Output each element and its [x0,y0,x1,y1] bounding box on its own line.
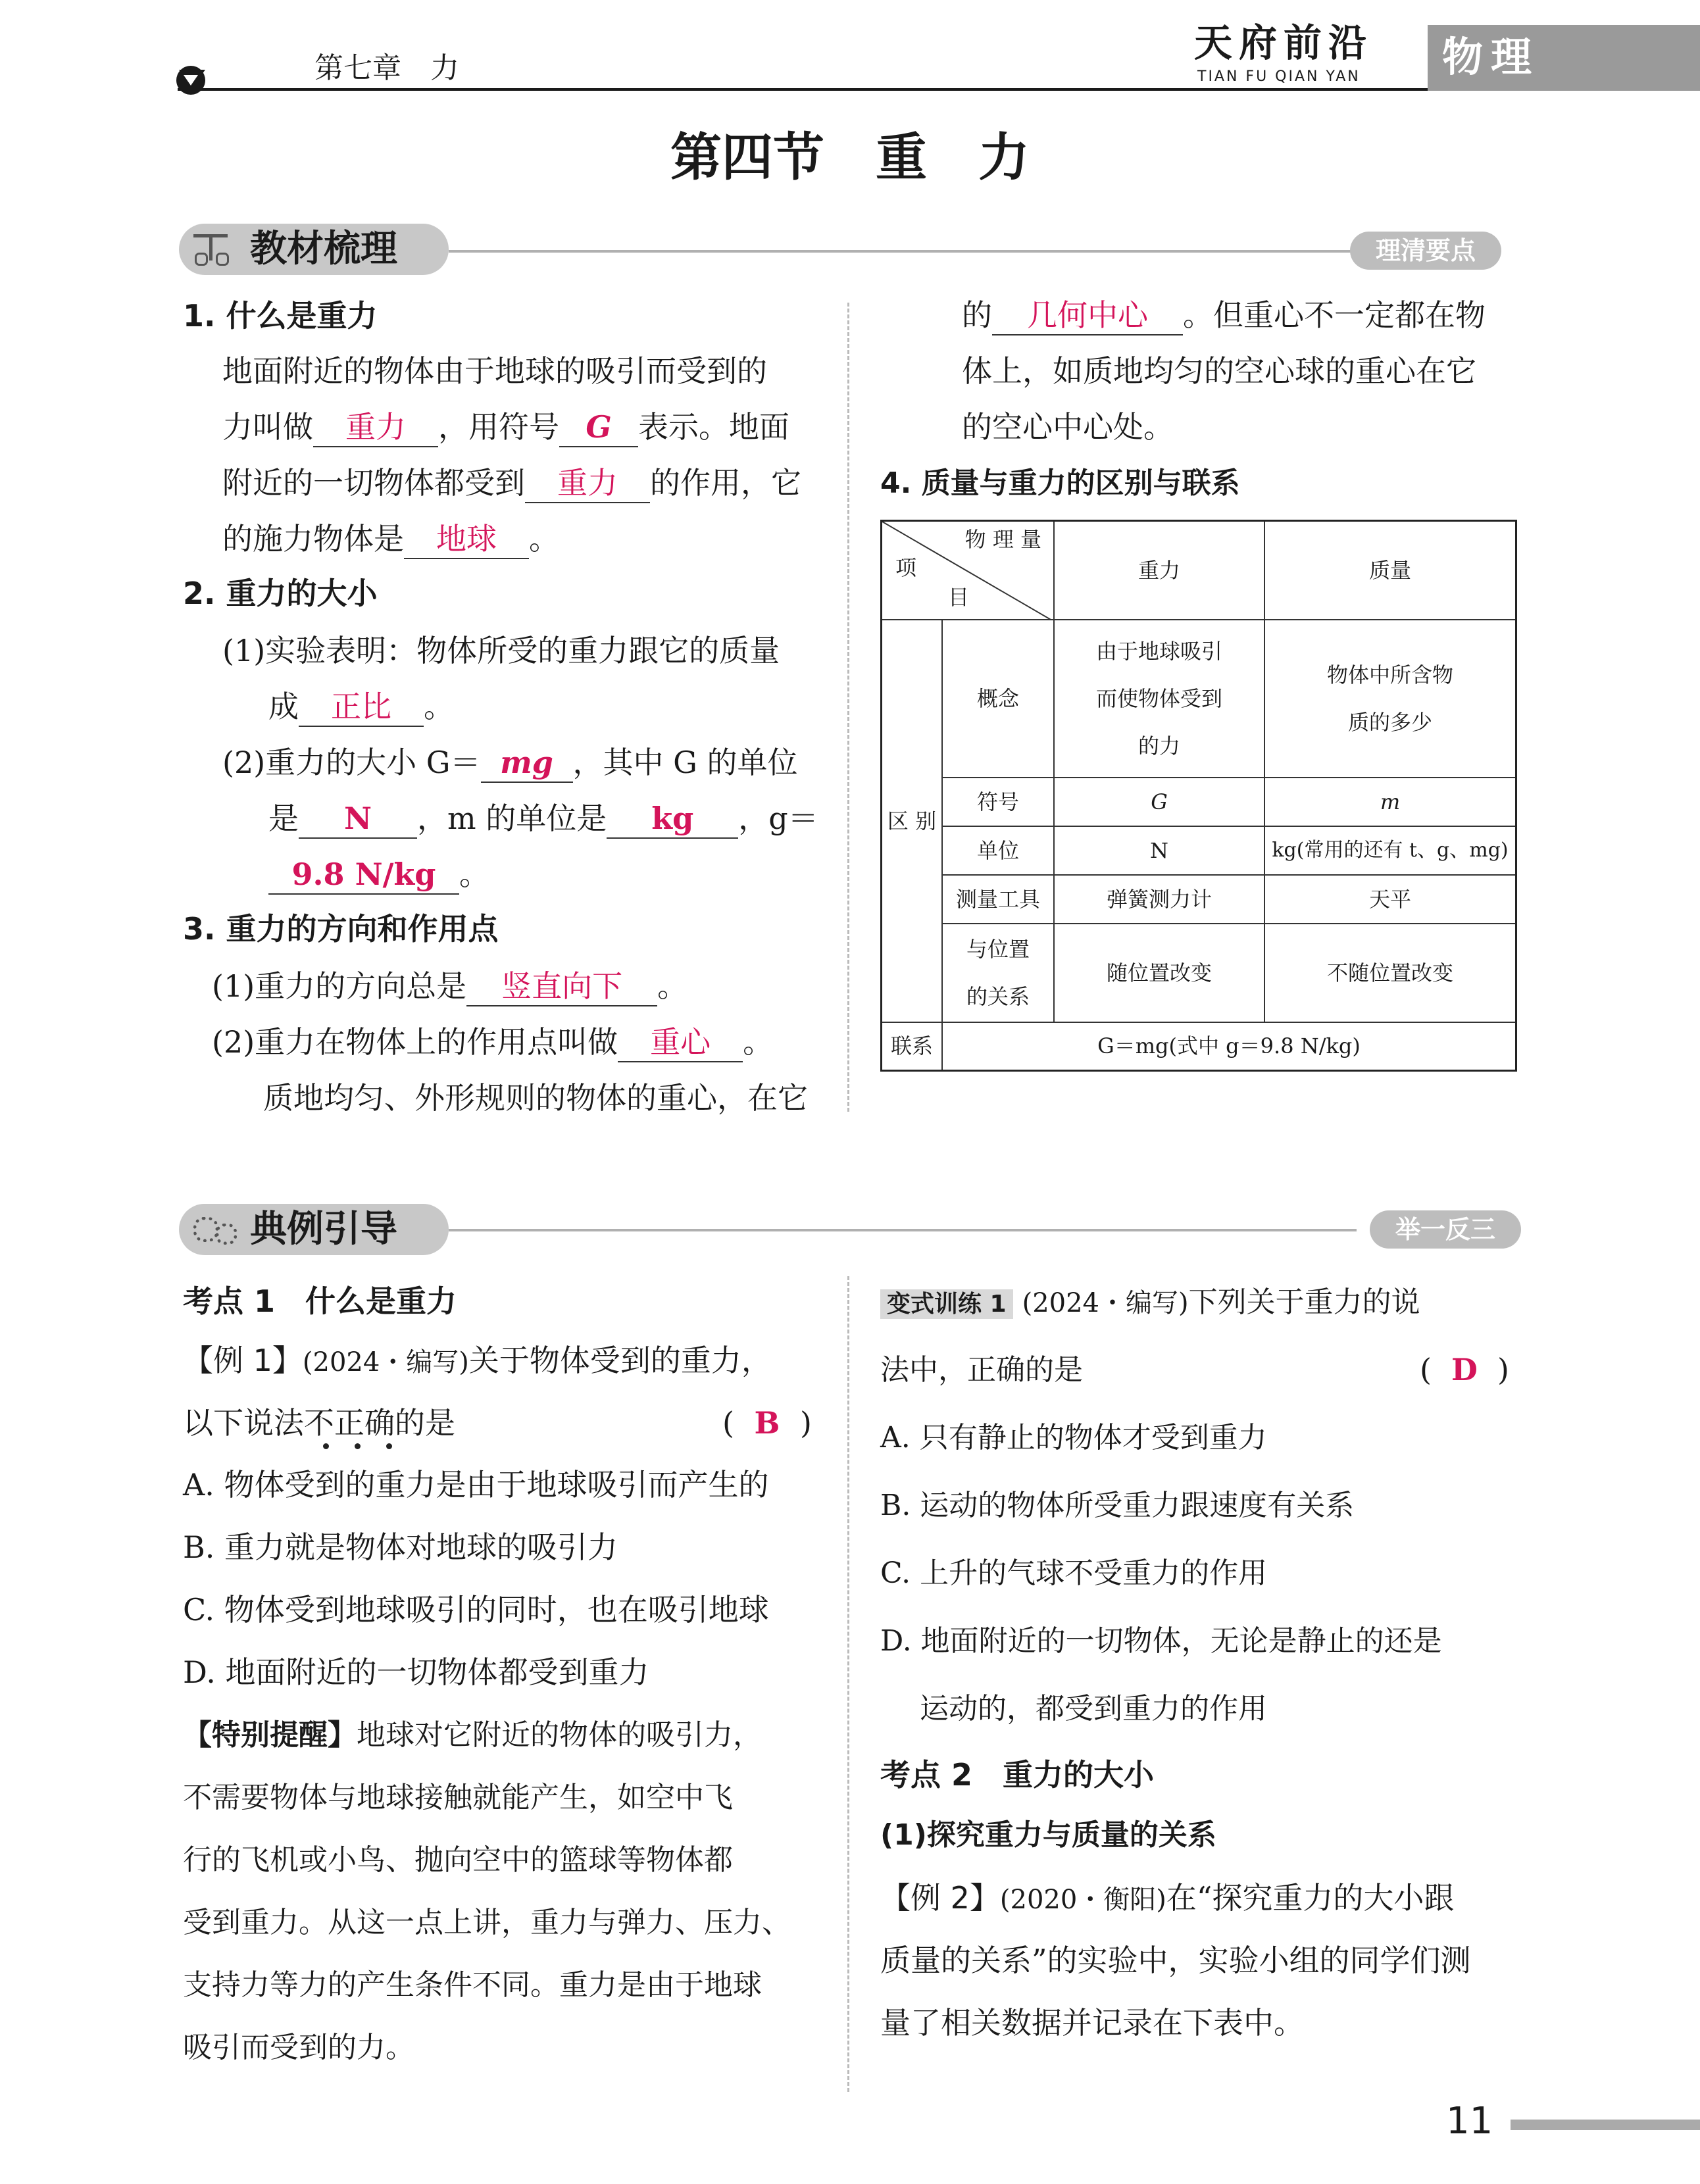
option: B. 运动的物体所受重力跟速度有关系 [880,1489,1355,1522]
answer-blank: 地球 [404,524,529,559]
kaodian-1: 考点 1 什么是重力 [183,1283,457,1319]
cell: 随位置改变 [1054,924,1264,1022]
option: D. 地面附近的一切物体，无论是静止的还是 [880,1624,1442,1658]
section-banner-2 [179,1204,449,1255]
page-number: 11 [1446,2100,1493,2143]
footer-bar [1511,2120,1700,2130]
s1-heading: 1. 什么是重力 [183,298,378,334]
option: A. 只有静止的物体才受到重力 [880,1421,1267,1454]
example-1-question: 【例 1】(2024・编写)关于物体受到的重力， [183,1343,772,1378]
brand-pinyin: TIAN FU QIAN YAN [1197,68,1361,85]
option: C. 物体受到地球吸引的同时，也在吸引地球 [183,1592,769,1627]
section-tag-2: 举一反三 [1370,1210,1521,1249]
variant-1-question: 变式训练 1 (2024・编写)下列关于重力的说 [880,1271,1420,1335]
variant-1-question-2: 法中，正确的是 [880,1353,1083,1387]
section-label: 教材梳理 [250,228,397,270]
answer-blank: 重力 [525,468,650,503]
corner-bottom1: 项 [895,555,917,580]
source: (2024・编写) [302,1347,469,1377]
gears-icon [193,1214,239,1245]
s1-line2: 力叫做 重力 ，用符号 G 表示。地面 [222,399,789,455]
answer-blank: 重力 [313,412,438,447]
table-corner [882,521,1055,620]
row-name: 符号 [942,778,1054,826]
option: B. 重力就是物体对地球的吸引力 [183,1529,618,1565]
option: D. 地面附近的一切物体都受到重力 [183,1654,649,1690]
answer-blank: N [299,803,417,839]
cell: 由于地球吸引而使物体受到的力 [1054,620,1264,778]
tip-line: 行的飞机或小鸟、抛向空中的篮球等物体都 [183,1843,733,1877]
section-banner-1 [179,224,449,275]
answer-blank: 几何中心 [992,300,1183,335]
option: 运动的，都受到重力的作用 [920,1692,1267,1725]
brand-name: 天府前沿 [1194,20,1374,65]
link-label: 联系 [882,1022,943,1071]
row-name: 单位 [942,826,1054,875]
section-rule-1 [449,250,1357,253]
mass-weight-table [880,520,1517,1072]
s1-line1: 地面附近的物体由于地球的吸引而受到的 [222,353,767,389]
group-label: 区 别 [882,620,943,1022]
answer-bracket-1: ( B ) [722,1395,812,1451]
column-divider-2 [847,1276,849,2092]
cell: 弹簧测力计 [1054,875,1264,924]
cell: 不随位置改变 [1264,924,1516,1022]
cell: 天平 [1264,875,1516,924]
answer-blank: 重心 [618,1027,743,1062]
tip-line: 支持力等力的产生条件不同。重力是由于地球 [183,1968,762,2002]
answer-blank: mg [481,747,573,783]
s2-heading: 2. 重力的大小 [183,576,378,611]
corner-bottom2: 目 [948,585,970,610]
section-label: 典例引导 [250,1208,397,1251]
tip-line: 吸引而受到的力。 [183,2031,414,2064]
col-header-mass: 质量 [1264,521,1516,620]
s1-line4: 的施力物体是 地球 。 [222,511,559,567]
subject-label: 物理 [1442,33,1540,81]
s2-line5: 9.8 N/kg 。 [268,847,489,903]
page-title: 第四节 重 力 [670,128,1030,187]
example-2-line2: 质量的关系”的实验中，实验小组的同学们测 [880,1943,1471,1978]
tip-line-1: 【特别提醒】地球对它附近的物体的吸引力， [183,1718,762,1752]
section-tag-1: 理清要点 [1350,232,1501,270]
cell: m [1264,778,1516,826]
answer-blank: 竖直向下 [466,971,657,1006]
answer-blank: kg [607,803,738,839]
s3-line2: (2)重力在物体上的作用点叫做 重心 。 [212,1014,773,1070]
s1-line3: 附近的一切物体都受到 重力 的作用，它 [222,455,801,511]
s3-heading: 3. 重力的方向和作用点 [183,911,499,947]
corner-top: 物 理 量 [964,527,1041,552]
section-rule-2 [449,1229,1357,1231]
kaodian-2: 考点 2 重力的大小 [880,1757,1155,1793]
kaodian-2-sub: (1)探究重力与质量的关系 [880,1818,1216,1852]
answer: B [754,1405,780,1441]
answer-blank: G [559,412,638,447]
s3-right-line2: 体上，如质地均匀的空心球的重心在它 [962,353,1476,389]
s2-line1: (1)实验表明：物体所受的重力跟它的质量 [222,633,780,668]
subject-box [1428,25,1700,91]
s2-line4: 是 N ，m 的单位是 kg ，g＝ [268,791,818,847]
s2-line2: 成 正比 。 [268,679,454,735]
s4-heading: 4. 质量与重力的区别与联系 [880,466,1240,500]
example-1-question-2: 以下说法不正确的是 [183,1405,455,1441]
tip-line: 受到重力。从这一点上讲，重力与弹力、压力、 [183,1906,791,1939]
header-rule [178,88,1428,91]
answer-blank: 正比 [299,691,424,727]
row-name: 概念 [942,620,1054,778]
option: A. 物体受到的重力是由于地球吸引而产生的 [183,1467,769,1502]
example-tag: 【例 2】 [880,1880,1000,1916]
cell: N [1054,826,1264,875]
example-tag: 【例 1】 [183,1343,303,1378]
link-value: G＝mg(式中 g＝9.8 N/kg) [942,1022,1516,1071]
chapter-label: 第七章 力 [314,51,459,85]
example-2-question: 【例 2】(2020・衡阳)在“探究重力的大小跟 [880,1880,1455,1916]
column-divider-1 [847,303,849,1112]
option: C. 上升的气球不受重力的作用 [880,1556,1268,1590]
s3-right-line3: 的空心中心处。 [962,409,1174,445]
row-name: 测量工具 [942,875,1054,924]
variant-tag: 变式训练 1 [880,1289,1013,1319]
answer-bracket-2: ( D ) [1420,1339,1509,1401]
s2-line3: (2)重力的大小 G＝ mg ，其中 G 的单位 [222,735,798,791]
answer: D [1451,1352,1478,1387]
row-name: 与位置的关系 [942,924,1054,1022]
s3-line1: (1)重力的方向总是 竖直向下 。 [212,958,688,1014]
scale-icon [191,233,230,266]
cell: 物体中所含物质的多少 [1264,620,1516,778]
answer-blank: 9.8 N/kg [268,859,459,895]
tip-line: 不需要物体与地球接触就能产生，如空中飞 [183,1781,733,1814]
emphasis-dots [311,1443,410,1450]
s3-line3: 质地均匀、外形规则的物体的重心，在它 [263,1080,808,1116]
cell: G [1054,778,1264,826]
example-2-line3: 量了相关数据并记录在下表中。 [880,2005,1304,2041]
cell: kg(常用的还有 t、g、mg) [1264,826,1516,875]
col-header-weight: 重力 [1054,521,1264,620]
s3-right-line1: 的 几何中心 。但重心不一定都在物 [962,287,1486,343]
tip-tag: 【特别提醒】 [183,1718,357,1752]
